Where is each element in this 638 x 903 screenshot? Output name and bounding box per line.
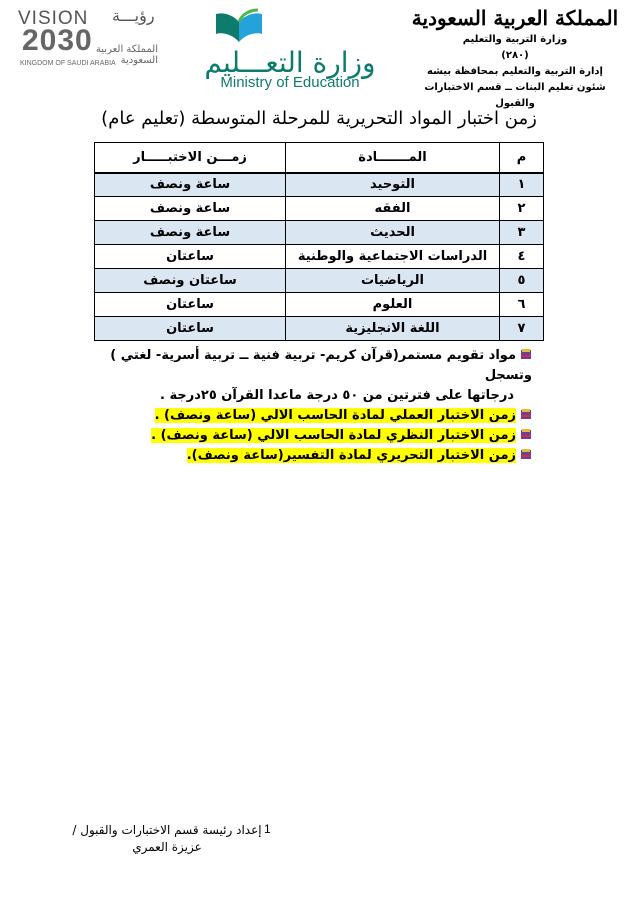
note-tafsir-exam [72,446,532,466]
header-duration: زمـــن الاختبـــــار [95,143,286,173]
vision-2030-logo [18,6,158,68]
row-num: ٦ [500,293,544,317]
ministry-name-ar: وزارة التعـــليم [204,46,376,79]
row-duration: ساعة ونصف [95,173,286,197]
note3-end: . [151,428,161,443]
kingdom-header [406,6,624,112]
book-bullet-icon [520,428,532,440]
kingdom-ministry: وزارة التربية والتعليم [462,34,568,45]
kingdom-title: المملكة العربية السعودية [411,6,619,30]
vision-year: 2030 [22,24,93,57]
vision-title: VISION [18,8,89,29]
table-header-row [95,143,544,173]
kingdom-department: شئون تعليم البنات ــ قسم الاختبارات والقبول [424,82,606,109]
table-row [95,269,544,293]
row-duration: ساعتان [95,245,286,269]
note1-line2: درجاتها على فترتين من ٥٠ درجة ماعدا القرآن ٢٥درجة . [160,388,514,403]
table-row [95,293,544,317]
header-subject: المـــــــادة [286,143,500,173]
note1-line1: مواد تقويم مستمر(قرآن كريم- تربية فنية ــ تربية أسرية- لغتي ) وتسجل [110,348,532,383]
row-num: ٥ [500,269,544,293]
row-subject: الحديث [286,221,500,245]
vision-country-ar: المملكة العربية السعودية [95,44,158,66]
vision-country-en: KINGDOM OF SAUDI ARABIA [20,60,116,67]
row-duration: ساعتان [95,293,286,317]
table-row [95,317,544,341]
footer-prepared-by: إعداد رئيسة قسم الاختبارات والقبول / [72,823,262,837]
kingdom-directorate: إدارة التربية والتعليم بمحافظة بيشه [427,66,603,77]
row-num: ٢ [500,197,544,221]
note-continuous-assessment [72,346,532,386]
row-num: ١ [500,173,544,197]
row-num: ٧ [500,317,544,341]
table-row [95,221,544,245]
exam-schedule-table [94,142,544,341]
note2-highlight: (ساعة ونصف) [164,408,257,423]
row-subject: اللغة الانجليزية [286,317,500,341]
row-num: ٣ [500,221,544,245]
page-number: 1 [264,822,271,836]
table-row [95,245,544,269]
row-subject: العلوم [286,293,500,317]
book-bullet-icon [520,348,532,360]
book-bullet-icon [520,448,532,460]
ministry-name-en: Ministry of Education [220,74,360,91]
note3-text: زمن الاختبار النظري لمادة الحاسب الالي [257,428,516,443]
note-continuous-assessment-cont [72,386,532,406]
note-practical-exam [72,406,532,426]
row-duration: ساعة ونصف [95,197,286,221]
row-duration: ساعتان [95,317,286,341]
footer-author: عزيزة العمري [132,840,202,854]
note-theory-exam [72,426,532,446]
notes-section [72,346,532,466]
row-duration: ساعتان ونصف [95,269,286,293]
row-duration: ساعة ونصف [95,221,286,245]
row-num: ٤ [500,245,544,269]
header-num: م [500,143,544,173]
kingdom-code: (٢٨٠) [501,50,529,61]
row-subject: الدراسات الاجتماعية والوطنية [286,245,500,269]
row-subject: الفقه [286,197,500,221]
note4-text: زمن الاختبار التحريري لمادة التفسير [283,448,516,463]
vision-arabic: رؤيـــة [112,6,155,25]
table-row [95,173,544,197]
note4-highlight: (ساعة ونصف). [186,448,284,463]
ministry-logo [180,8,400,91]
row-subject: الرياضيات [286,269,500,293]
footer-signature [52,822,282,856]
book-bullet-icon [520,408,532,420]
note2-text: زمن الاختبار العملي لمادة الحاسب الالي [260,408,516,423]
row-subject: التوحيد [286,173,500,197]
table-row [95,197,544,221]
note2-end: . [154,408,165,423]
page-title: زمن اختبار المواد التحريرية للمرحلة المتوسطة (تعليم عام) [101,108,537,129]
note3-highlight: (ساعة ونصف) [160,428,253,443]
ministry-book-icon [214,8,264,44]
